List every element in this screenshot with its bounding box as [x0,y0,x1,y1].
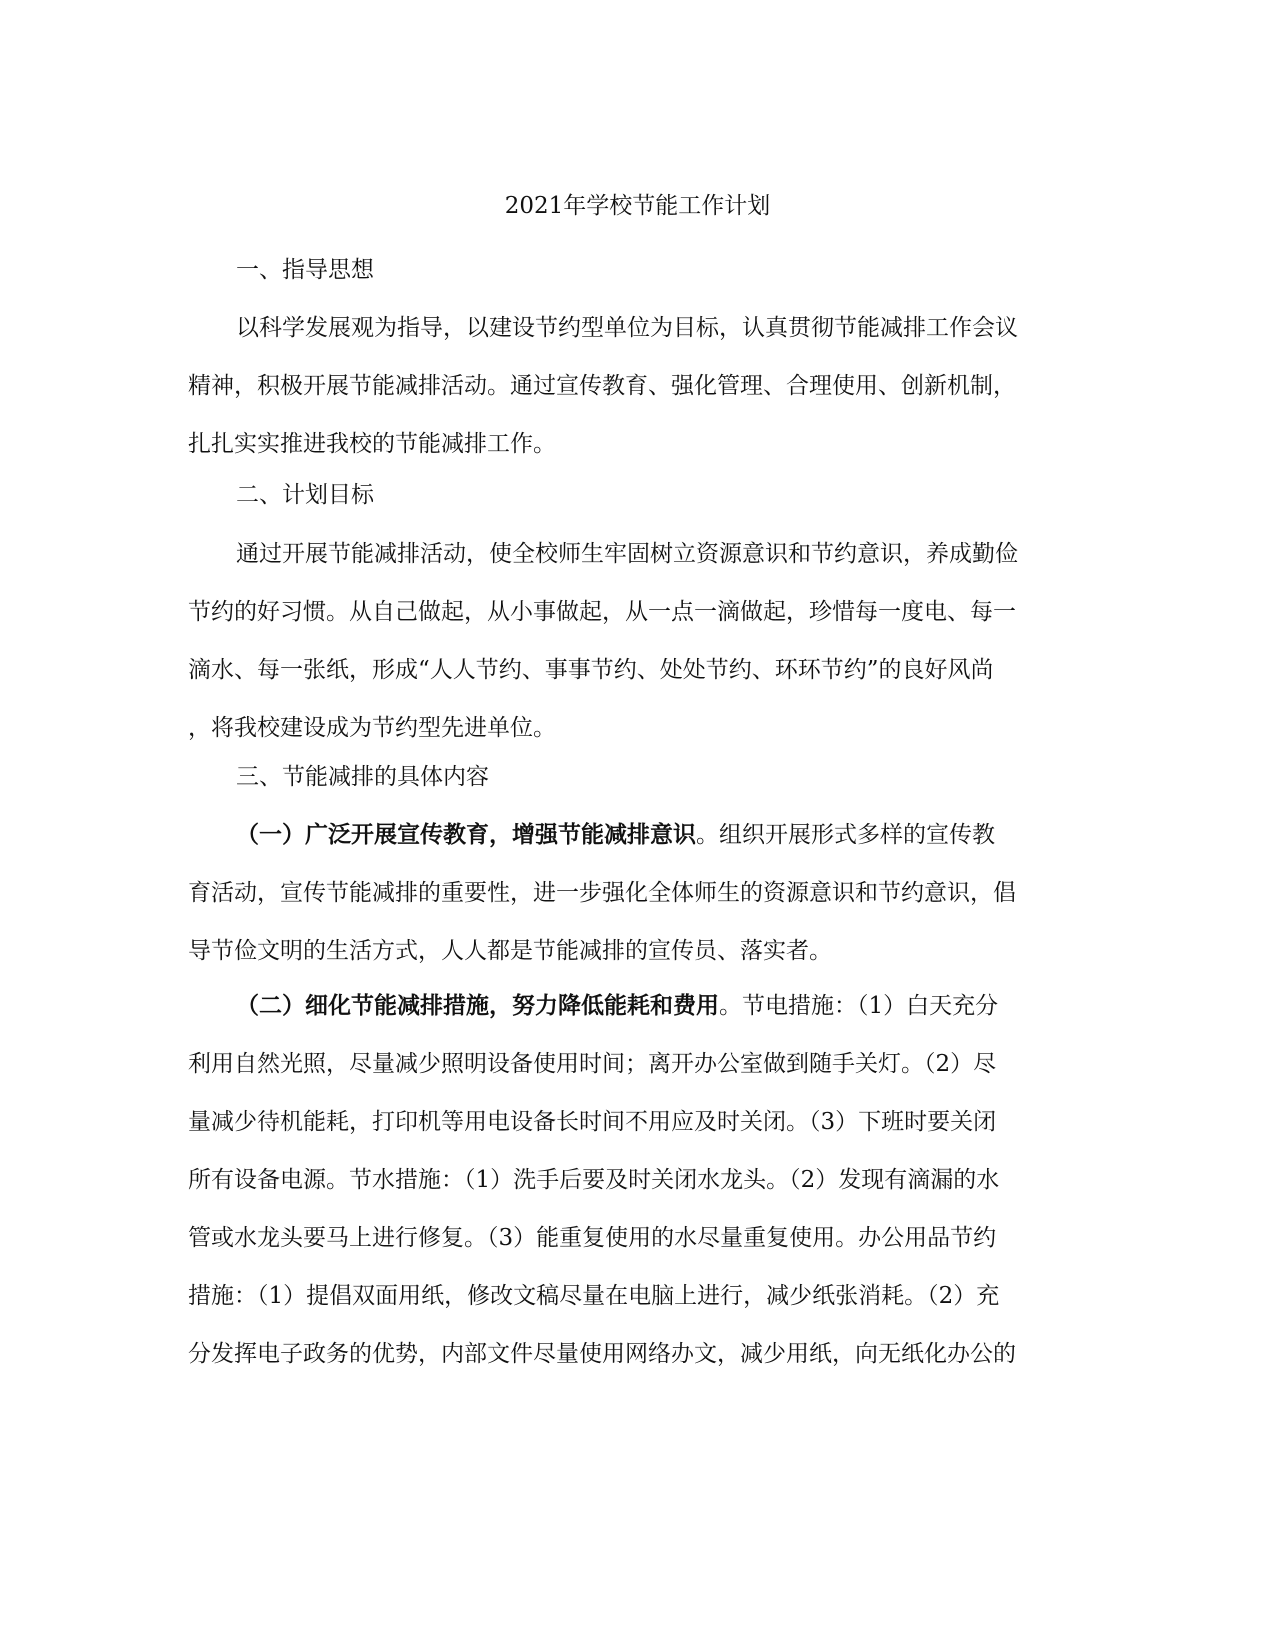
section-heading-plan-goals: 二、计划目标 [236,482,374,508]
paragraph-line: 节约的好习惯。从自己做起，从小事做起，从一点一滴做起，珍惜每一度电、每一 [188,599,1016,625]
paragraph-plan-goals [188,525,1088,757]
paragraph-line: 扎扎实实推进我校的节能减排工作。 [188,431,556,457]
section-heading-guiding-ideology: 一、指导思想 [236,257,374,283]
paragraph-line [188,806,1088,864]
paragraph-line: 分发挥电子政务的优势，内部文件尽量使用网络办文，减少用纸，向无纸化办公的 [188,1341,1016,1367]
paragraph-guiding-ideology [188,299,1088,473]
paragraph-line: 精神，积极开展节能减排活动。通过宣传教育、强化管理、合理使用、创新机制， [188,373,1016,399]
paragraph-line: 量减少待机能耗，打印机等用电设备长时间不用应及时关闭。（3）下班时要关闭 [188,1109,997,1135]
paragraph-line: ，将我校建设成为节约型先进单位。 [188,715,556,741]
item-lead-rest: 。节电措施：（1）白天充分 [719,993,999,1019]
paragraph-line: 通过开展节能减排活动，使全校师生牢固树立资源意识和节约意识，养成勤俭 [236,541,1018,567]
paragraph-line: 以科学发展观为指导，以建设节约型单位为目标，认真贯彻节能减排工作会议 [236,315,1018,341]
item-lead-measures: （二）细化节能减排措施，努力降低能耗和费用 [236,992,719,1019]
paragraph-publicity-education [188,806,1088,980]
item-lead-publicity: （一）广泛开展宣传教育，增强节能减排意识 [236,821,696,848]
section-heading-specific-content: 三、节能减排的具体内容 [236,764,489,790]
document-title: 2021年学校节能工作计划 [504,193,771,219]
paragraph-line: 滴水、每一张纸，形成“人人节约、事事节约、处处节约、环环节约”的良好风尚 [188,657,994,683]
paragraph-line: 导节俭文明的生活方式，人人都是节能减排的宣传员、落实者。 [188,938,832,964]
paragraph-line: 利用自然光照，尽量减少照明设备使用时间；离开办公室做到随手关灯。（2）尽 [188,1051,997,1077]
paragraph-line: 措施：（1）提倡双面用纸，修改文稿尽量在电脑上进行，减少纸张消耗。（2）充 [188,1283,1000,1309]
paragraph-line [188,977,1088,1035]
paragraph-line: 所有设备电源。节水措施：（1）洗手后要及时关闭水龙头。（2）发现有滴漏的水 [188,1167,1000,1193]
paragraph-line: 育活动，宣传节能减排的重要性，进一步强化全体师生的资源意识和节约意识，倡 [188,880,1016,906]
item-lead-rest: 。组织开展形式多样的宣传教 [696,822,995,848]
paragraph-measures [188,977,1088,1383]
paragraph-line: 管或水龙头要马上进行修复。（3）能重复使用的水尽量重复使用。办公用品节约 [188,1225,997,1251]
